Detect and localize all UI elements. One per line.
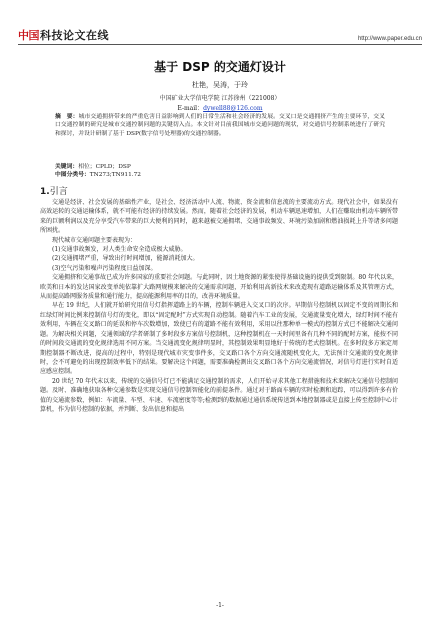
author-list: 杜艳，吴涛，于玲 <box>192 81 248 89</box>
section-title: 引言 <box>49 187 68 197</box>
page-number: -1- <box>216 602 224 609</box>
email-link[interactable]: dywell88@126.com <box>203 105 263 112</box>
affiliation: 中国矿业大学信电学院 江苏徐州（221008） <box>159 95 281 102</box>
abstract <box>55 113 385 138</box>
paragraph: 现代城市交通问题主要表现为： <box>52 236 137 244</box>
keywords <box>55 163 385 171</box>
section-heading <box>40 184 68 197</box>
paragraph: 20 世纪 70 年代末以来，传统的交通信号灯已不能满足交通控制的需求，人们开始寻求其他工程措施和技术来解决交通信号控制问题。及时、准确地获取各种交通参数是实现交通信号控制智能化的前提条件。通过对于路面车辆的实时检测和追踪，可以得到许多有价值的交通流参数，例如：车流量、车型、车速、车流密度等等;检测到的数据通过通信系统传送到本地控制器或是直接上传至控制中心计算机，作为信号控制的依据，并判断、发出信息和提出 <box>40 377 398 413</box>
classification <box>55 171 385 179</box>
classification-label: 中图分类号： <box>55 172 90 178</box>
list-item: (1)交通事故频发，对人类生命安全造成极大威胁。 <box>52 246 187 254</box>
body-text <box>40 198 398 414</box>
keywords-text: 相位；CPLD；DSP <box>78 164 131 170</box>
section-number: 1. <box>40 187 50 197</box>
list-item: (3)空气污染和噪声污染程度日益加深。 <box>52 264 157 272</box>
paragraph: 交通拥挤和交通事故已成为许多国家的重要社会问题。与此同时，因土地资源的紧张使得基础设施的提供受到限制。80 年代以来，欧美和日本的发达国家改变单纯依靠扩大路网规模来解决的交通需求问题，开始利用高新技术来改造现有道路运输体系及其管理方式，从而提高路网服务质量和通行能力，提高能源利用率的目的，改善环境质量。 <box>40 274 398 301</box>
paper-title: 基于 DSP 的交通灯设计 <box>154 60 286 74</box>
paragraph: 早在 19 世纪，人们就开始研究用信号灯指挥道路上的车辆，控制车辆进入交叉口的次序。早期信号控制机以固定不变的周期长和红绿灯时间比例来控制信号灯的变化，即以“固定配时”方式实现自动控制。随着汽车工业的发展，交通流量变化增大，绿灯时间不能有效利用，车辆在交叉路口的延误和停车次数增加，致使已有的道路不能有效利用，采用以往那种单一模式的控制方式已不能解决交通问题。为解决相关问题，交通领域的学者研制了多时段多方案信号控制机，这种控制机在一天时间里备有几种不同的配时方案，能按不同的时间段交通流的变化规律选用不同方案。当交通流变化规律明显时，其控制效果明显地好于传统的老式控制机。在多时段多方案定周期控制器不断改进，提高的过程中，特别是现代城市灾变事件多，交叉路口各个方向交通流随机变化大，无法预计交通流的变化规律时，会不可避免的出现控制效率低下的结果。要解决这个问题，需要准确检测出交叉路口各个方向交通流情况，对信号灯进行实时自适应感应控制。 <box>40 302 398 376</box>
header-url[interactable]: http://www.paper.edu.cn <box>357 36 422 42</box>
list-item: (2)交通拥堵严重，导致出行时间增加，能源消耗加大。 <box>52 255 199 263</box>
email-label: E-mail： <box>177 105 204 112</box>
logo-text: 科技论文在线 <box>40 29 109 42</box>
paragraph: 交通是经济、社会发展的基础性产业，是社会、经济活动中人流、物流、资金流和信息流的主要流动方式。现代社会中，如果没有高效运转的交通运输体系，就不可能有经济的持续发展。然而，随着社会经济的发展，机动车辆迅速增加，人们在赚取由机动车辆所带来的巨额利润以及充分享受汽车带来的巨大便利的同时，越来越被交通拥堵、交通事故频发、环境污染加剧和燃油损耗上升等诸多问题所困扰。 <box>40 199 398 235</box>
keywords-label: 关键词： <box>55 164 79 170</box>
email-line <box>0 103 440 112</box>
classification-text: TN273;TN911.72 <box>89 172 141 178</box>
site-logo[interactable] <box>18 27 109 44</box>
page-header <box>18 28 422 45</box>
abstract-text: 城市交通拥挤带来的严重危害日益影响到人们的日常生活和社会经济的发展。交叉口是交通拥挤产生的主要环节，交叉口交通控制的研究是城市交通控制问题的关键切入点。本文针对目前我国城市交通问题的现状，对交通信号控制系统进行了研究和探讨，并设计研制了基于 DSP(数字信号处理器)的交通控制器。 <box>55 114 385 137</box>
logo-mark: 中国 <box>18 29 39 42</box>
abstract-label: 摘 要： <box>55 114 79 120</box>
